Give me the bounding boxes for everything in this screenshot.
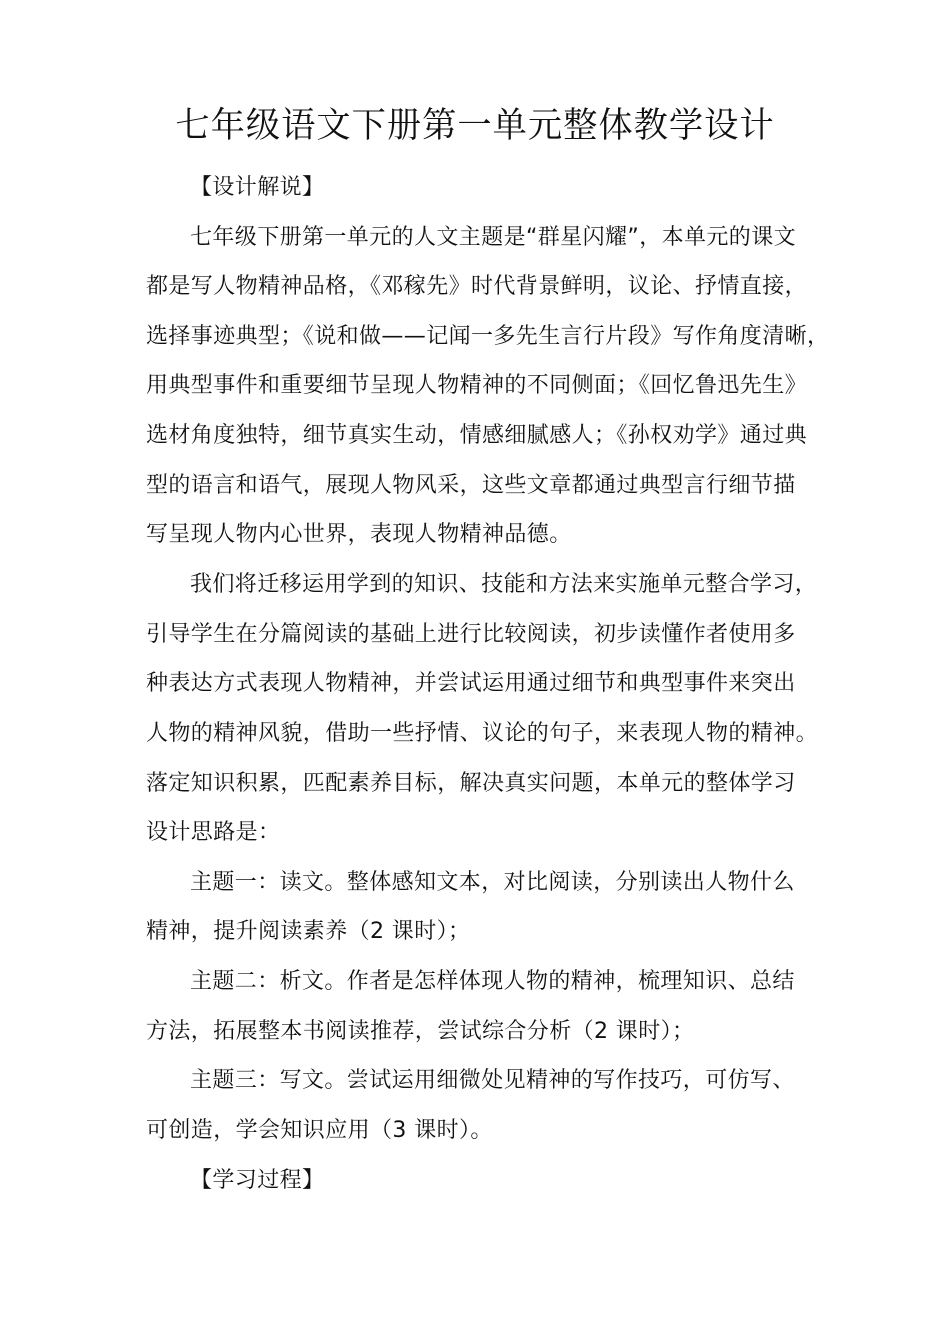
para2-line-3: 种表达方式表现人物精神，并尝试运用通过细节和典型事件来突出 xyxy=(146,671,796,696)
para1-line-3: 选择事迹典型；《说和做——记闻一多先生言行片段》写作角度清晰， xyxy=(146,324,830,349)
para2-line-2: 引导学生在分篇阅读的基础上进行比较阅读，初步读懂作者使用多 xyxy=(146,622,796,647)
theme2-line-2: 方法，拓展整本书阅读推荐，尝试综合分析（2 课时）； xyxy=(146,1019,695,1044)
para2-line-6: 设计思路是： xyxy=(146,820,281,845)
theme3-line-1: 主题三：写文。尝试运用细微处见精神的写作技巧，可仿写、 xyxy=(190,1068,795,1093)
para1-line-5: 选材角度独特，细节真实生动，情感细腻感人；《孙权劝学》通过典 xyxy=(146,423,808,448)
para1-line-1: 七年级下册第一单元的人文主题是“群星闪耀”，本单元的课文 xyxy=(190,225,796,250)
process-heading: 【学习过程】 xyxy=(190,1168,325,1193)
para2-line-4: 人物的精神风貌，借助一些抒情、议论的句子，来表现人物的精神。 xyxy=(146,721,819,746)
para2-line-1: 我们将迁移运用学到的知识、技能和方法来实施单元整合学习， xyxy=(190,572,818,597)
design-heading: 【设计解说】 xyxy=(190,175,325,200)
para1-line-6: 型的语言和语气，展现人物风采，这些文章都通过典型言行细节描 xyxy=(146,473,796,498)
para1-line-7: 写呈现人物内心世界，表现人物精神品德。 xyxy=(146,522,572,547)
theme1-line-2: 精神，提升阅读素养（2 课时）； xyxy=(146,919,471,944)
theme1-line-1: 主题一：读文。整体感知文本，对比阅读，分别读出人物什么 xyxy=(190,870,795,895)
para2-line-5: 落定知识积累，匹配素养目标，解决真实问题，本单元的整体学习 xyxy=(146,771,796,796)
para1-line-4: 用典型事件和重要细节呈现人物精神的不同侧面；《回忆鲁迅先生》 xyxy=(146,373,808,398)
para1-line-2: 都是写人物精神品格，《邓稼先》时代背景鲜明，议论、抒情直接， xyxy=(146,274,808,299)
document-title: 七年级语文下册第一单元整体教学设计 xyxy=(175,106,775,146)
theme3-line-2: 可创造，学会知识应用（3 课时）。 xyxy=(146,1118,493,1143)
theme2-line-1: 主题二：析文。作者是怎样体现人物的精神，梳理知识、总结 xyxy=(190,969,795,994)
